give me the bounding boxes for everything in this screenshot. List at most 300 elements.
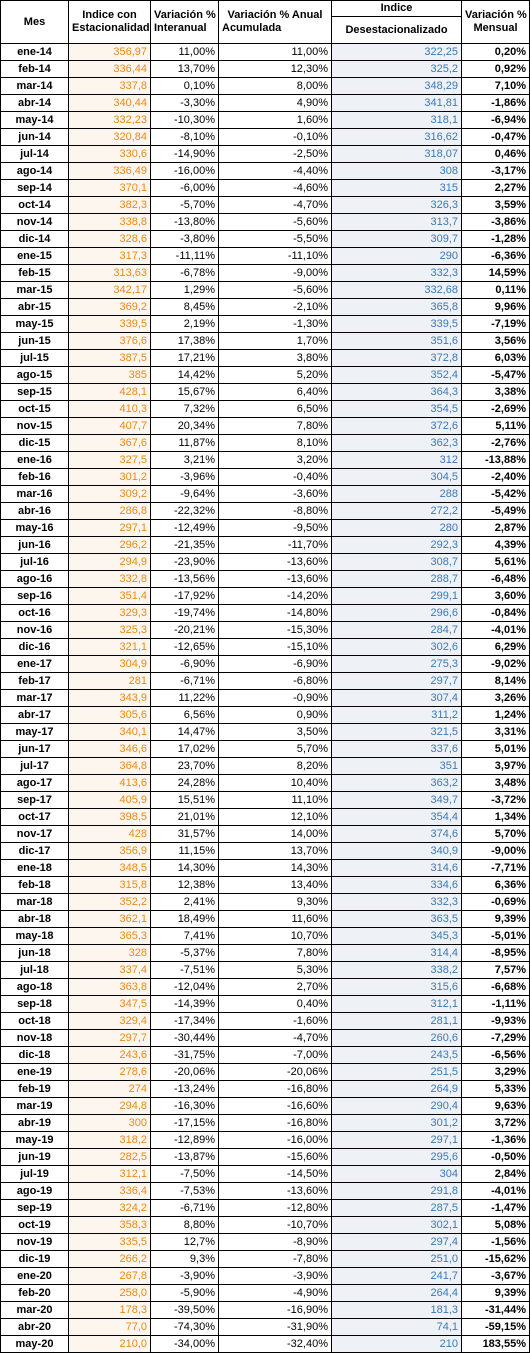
header-indice-con-line1: Indice con	[82, 9, 137, 21]
cell-indice-desestacionalizado: 280	[332, 520, 462, 537]
cell-var-anual-acumulada: 5,20%	[219, 367, 332, 384]
table-row	[1, 231, 530, 248]
cell-var-mensual: 9,39%	[462, 1285, 530, 1302]
cell-var-anual-acumulada: -7,80%	[219, 1251, 332, 1268]
cell-var-anual-acumulada: -0,90%	[219, 690, 332, 707]
cell-indice-estacionalidad: 337,8	[69, 78, 151, 95]
cell-indice-estacionalidad: 77,0	[69, 1319, 151, 1336]
cell-mes: ene-18	[1, 860, 69, 877]
cell-var-anual-acumulada: -3,90%	[219, 1268, 332, 1285]
cell-mes: jun-17	[1, 741, 69, 758]
cell-var-mensual: -13,88%	[462, 452, 530, 469]
table-row	[1, 1302, 530, 1319]
cell-var-anual-acumulada: -32,40%	[219, 1336, 332, 1353]
cell-var-interanual: -11,11%	[151, 248, 219, 265]
cell-indice-estacionalidad: 332,23	[69, 112, 151, 129]
cell-var-interanual: 8,80%	[151, 1217, 219, 1234]
table-row	[1, 775, 530, 792]
table-row	[1, 945, 530, 962]
cell-var-anual-acumulada: 3,80%	[219, 350, 332, 367]
cell-var-anual-acumulada: -8,90%	[219, 1234, 332, 1251]
cell-indice-estacionalidad: 413,6	[69, 775, 151, 792]
cell-var-mensual: 6,29%	[462, 639, 530, 656]
header-indice-top	[332, 1, 462, 17]
cell-var-anual-acumulada: 12,10%	[219, 809, 332, 826]
cell-indice-estacionalidad: 338,8	[69, 214, 151, 231]
table-row	[1, 1047, 530, 1064]
table-row	[1, 44, 530, 61]
cell-indice-estacionalidad: 297,7	[69, 1030, 151, 1047]
cell-var-anual-acumulada: -15,10%	[219, 639, 332, 656]
cell-indice-estacionalidad: 335,5	[69, 1234, 151, 1251]
cell-indice-desestacionalizado: 301,2	[332, 1115, 462, 1132]
cell-var-mensual: -2,40%	[462, 469, 530, 486]
cell-indice-desestacionalizado: 251,0	[332, 1251, 462, 1268]
cell-indice-estacionalidad: 210,0	[69, 1336, 151, 1353]
cell-var-mensual: -5,47%	[462, 367, 530, 384]
header-indice-desest-label: Desestacionalizado	[345, 23, 448, 36]
table-row	[1, 1098, 530, 1115]
table-row	[1, 979, 530, 996]
cell-mes: feb-16	[1, 469, 69, 486]
cell-var-interanual: -39,50%	[151, 1302, 219, 1319]
cell-indice-desestacionalizado: 313,7	[332, 214, 462, 231]
cell-var-interanual: 14,42%	[151, 367, 219, 384]
table-row	[1, 843, 530, 860]
table-row	[1, 741, 530, 758]
cell-var-interanual: -16,00%	[151, 163, 219, 180]
cell-indice-desestacionalizado: 354,5	[332, 401, 462, 418]
cell-var-mensual: -4,01%	[462, 622, 530, 639]
cell-var-mensual: 0,20%	[462, 44, 530, 61]
cell-mes: abr-20	[1, 1319, 69, 1336]
cell-var-anual-acumulada: 5,30%	[219, 962, 332, 979]
cell-var-mensual: -6,48%	[462, 571, 530, 588]
table-row	[1, 1115, 530, 1132]
cell-var-interanual: -10,30%	[151, 112, 219, 129]
cell-var-anual-acumulada: 10,70%	[219, 928, 332, 945]
cell-var-interanual: 24,28%	[151, 775, 219, 792]
cell-var-interanual: 2,41%	[151, 894, 219, 911]
table-row	[1, 639, 530, 656]
cell-mes: nov-16	[1, 622, 69, 639]
cell-var-interanual: 18,49%	[151, 911, 219, 928]
cell-var-anual-acumulada: 3,20%	[219, 452, 332, 469]
table-row	[1, 248, 530, 265]
cell-var-mensual: -9,93%	[462, 1013, 530, 1030]
cell-mes: nov-14	[1, 214, 69, 231]
cell-mes: sep-17	[1, 792, 69, 809]
cell-mes: ene-19	[1, 1064, 69, 1081]
cell-var-mensual: 0,92%	[462, 61, 530, 78]
table-row	[1, 826, 530, 843]
table-row	[1, 571, 530, 588]
cell-var-mensual: -1,28%	[462, 231, 530, 248]
cell-var-mensual: -0,69%	[462, 894, 530, 911]
table-row	[1, 214, 530, 231]
cell-indice-estacionalidad: 336,49	[69, 163, 151, 180]
cell-indice-estacionalidad: 352,2	[69, 894, 151, 911]
cell-var-anual-acumulada: -11,70%	[219, 537, 332, 554]
cell-mes: oct-19	[1, 1217, 69, 1234]
cell-indice-desestacionalizado: 318,07	[332, 146, 462, 163]
cell-var-interanual: 11,15%	[151, 843, 219, 860]
cell-indice-desestacionalizado: 352,4	[332, 367, 462, 384]
table-row	[1, 112, 530, 129]
cell-mes: mar-16	[1, 486, 69, 503]
cell-var-interanual: -21,35%	[151, 537, 219, 554]
cell-var-mensual: 3,72%	[462, 1115, 530, 1132]
cell-var-interanual: 14,47%	[151, 724, 219, 741]
table-row	[1, 469, 530, 486]
cell-indice-desestacionalizado: 260,6	[332, 1030, 462, 1047]
table-row	[1, 197, 530, 214]
cell-indice-desestacionalizado: 284,7	[332, 622, 462, 639]
header-var-anual-line2: Acumulada	[222, 22, 282, 34]
cell-var-interanual: 17,38%	[151, 333, 219, 350]
cell-var-interanual: -14,39%	[151, 996, 219, 1013]
cell-indice-desestacionalizado: 287,5	[332, 1200, 462, 1217]
cell-mes: dic-18	[1, 1047, 69, 1064]
table-row	[1, 1132, 530, 1149]
cell-mes: jun-18	[1, 945, 69, 962]
cell-indice-estacionalidad: 376,6	[69, 333, 151, 350]
cell-var-interanual: -6,00%	[151, 180, 219, 197]
cell-indice-desestacionalizado: 312,1	[332, 996, 462, 1013]
cell-indice-desestacionalizado: 318,1	[332, 112, 462, 129]
cell-mes: dic-14	[1, 231, 69, 248]
table-row	[1, 1166, 530, 1183]
cell-mes: mar-19	[1, 1098, 69, 1115]
cell-var-anual-acumulada: -11,10%	[219, 248, 332, 265]
cell-var-anual-acumulada: -7,00%	[219, 1047, 332, 1064]
cell-indice-estacionalidad: 312,1	[69, 1166, 151, 1183]
cell-var-mensual: 4,39%	[462, 537, 530, 554]
cell-var-mensual: -0,50%	[462, 1149, 530, 1166]
cell-indice-desestacionalizado: 374,6	[332, 826, 462, 843]
cell-var-anual-acumulada: 6,40%	[219, 384, 332, 401]
cell-var-mensual: -1,11%	[462, 996, 530, 1013]
cell-mes: ago-18	[1, 979, 69, 996]
cell-indice-desestacionalizado: 309,7	[332, 231, 462, 248]
cell-indice-estacionalidad: 267,8	[69, 1268, 151, 1285]
table-row	[1, 452, 530, 469]
cell-var-interanual: -12,65%	[151, 639, 219, 656]
cell-indice-desestacionalizado: 296,6	[332, 605, 462, 622]
header-indice-desest	[332, 17, 462, 44]
table-row	[1, 1285, 530, 1302]
cell-var-interanual: -16,30%	[151, 1098, 219, 1115]
cell-var-mensual: 2,27%	[462, 180, 530, 197]
cell-indice-estacionalidad: 313,63	[69, 265, 151, 282]
cell-var-mensual: -5,42%	[462, 486, 530, 503]
cell-indice-estacionalidad: 385	[69, 367, 151, 384]
cell-indice-estacionalidad: 363,8	[69, 979, 151, 996]
cell-var-interanual: -8,10%	[151, 129, 219, 146]
cell-var-anual-acumulada: -16,90%	[219, 1302, 332, 1319]
table-header	[1, 1, 530, 44]
cell-var-interanual: 12,38%	[151, 877, 219, 894]
table-row	[1, 758, 530, 775]
cell-indice-desestacionalizado: 365,8	[332, 299, 462, 316]
cell-var-mensual: -59,15%	[462, 1319, 530, 1336]
cell-indice-desestacionalizado: 299,1	[332, 588, 462, 605]
cell-indice-desestacionalizado: 340,9	[332, 843, 462, 860]
table-row	[1, 673, 530, 690]
cell-indice-estacionalidad: 274	[69, 1081, 151, 1098]
cell-mes: jul-14	[1, 146, 69, 163]
cell-mes: oct-18	[1, 1013, 69, 1030]
cell-var-mensual: 0,46%	[462, 146, 530, 163]
table-row	[1, 928, 530, 945]
cell-var-anual-acumulada: -14,50%	[219, 1166, 332, 1183]
cell-indice-estacionalidad: 258,0	[69, 1285, 151, 1302]
cell-indice-desestacionalizado: 181,3	[332, 1302, 462, 1319]
cell-mes: nov-15	[1, 418, 69, 435]
cell-indice-estacionalidad: 301,2	[69, 469, 151, 486]
cell-var-interanual: -13,24%	[151, 1081, 219, 1098]
table-row	[1, 537, 530, 554]
cell-var-anual-acumulada: -3,60%	[219, 486, 332, 503]
cell-indice-estacionalidad: 342,17	[69, 282, 151, 299]
header-var-interanual-line2: Interanual	[154, 22, 207, 34]
cell-var-anual-acumulada: 1,70%	[219, 333, 332, 350]
cell-var-anual-acumulada: 13,40%	[219, 877, 332, 894]
cell-var-mensual: -6,56%	[462, 1047, 530, 1064]
cell-var-mensual: -3,67%	[462, 1268, 530, 1285]
cell-indice-desestacionalizado: 264,4	[332, 1285, 462, 1302]
cell-indice-desestacionalizado: 354,4	[332, 809, 462, 826]
table-row	[1, 1013, 530, 1030]
cell-indice-estacionalidad: 309,2	[69, 486, 151, 503]
cell-indice-estacionalidad: 339,5	[69, 316, 151, 333]
cell-indice-estacionalidad: 328,6	[69, 231, 151, 248]
cell-indice-estacionalidad: 340,44	[69, 95, 151, 112]
cell-var-anual-acumulada: -9,50%	[219, 520, 332, 537]
cell-var-interanual: 21,01%	[151, 809, 219, 826]
cell-var-mensual: 9,39%	[462, 911, 530, 928]
cell-indice-desestacionalizado: 363,5	[332, 911, 462, 928]
table-row	[1, 554, 530, 571]
table-row	[1, 911, 530, 928]
cell-var-interanual: -31,75%	[151, 1047, 219, 1064]
cell-var-mensual: -9,00%	[462, 843, 530, 860]
cell-indice-desestacionalizado: 334,6	[332, 877, 462, 894]
cell-var-interanual: -34,00%	[151, 1336, 219, 1353]
cell-var-interanual: -5,70%	[151, 197, 219, 214]
cell-indice-desestacionalizado: 297,7	[332, 673, 462, 690]
cell-indice-estacionalidad: 356,97	[69, 44, 151, 61]
cell-var-anual-acumulada: -0,10%	[219, 129, 332, 146]
cell-var-interanual: 20,34%	[151, 418, 219, 435]
cell-indice-desestacionalizado: 74,1	[332, 1319, 462, 1336]
table-row	[1, 367, 530, 384]
cell-indice-estacionalidad: 351,4	[69, 588, 151, 605]
cell-var-interanual: 2,19%	[151, 316, 219, 333]
cell-mes: jul-16	[1, 554, 69, 571]
cell-indice-desestacionalizado: 311,2	[332, 707, 462, 724]
cell-var-mensual: -7,71%	[462, 860, 530, 877]
cell-indice-desestacionalizado: 290,4	[332, 1098, 462, 1115]
cell-var-mensual: 3,97%	[462, 758, 530, 775]
cell-var-mensual: 3,56%	[462, 333, 530, 350]
cell-var-mensual: 5,08%	[462, 1217, 530, 1234]
cell-var-interanual: -19,74%	[151, 605, 219, 622]
cell-indice-estacionalidad: 317,3	[69, 248, 151, 265]
cell-indice-desestacionalizado: 308	[332, 163, 462, 180]
cell-var-interanual: -6,90%	[151, 656, 219, 673]
cell-var-anual-acumulada: 9,30%	[219, 894, 332, 911]
cell-var-mensual: 3,60%	[462, 588, 530, 605]
table-row	[1, 316, 530, 333]
cell-mes: dic-15	[1, 435, 69, 452]
header-var-anual	[219, 1, 332, 44]
cell-indice-estacionalidad: 304,9	[69, 656, 151, 673]
cell-var-anual-acumulada: 12,30%	[219, 61, 332, 78]
cell-indice-desestacionalizado: 264,9	[332, 1081, 462, 1098]
cell-var-interanual: -12,89%	[151, 1132, 219, 1149]
cell-var-anual-acumulada: -31,90%	[219, 1319, 332, 1336]
cell-indice-desestacionalizado: 297,4	[332, 1234, 462, 1251]
cell-var-mensual: -1,47%	[462, 1200, 530, 1217]
cell-var-anual-acumulada: -5,50%	[219, 231, 332, 248]
cell-mes: abr-17	[1, 707, 69, 724]
cell-var-interanual: 12,7%	[151, 1234, 219, 1251]
cell-var-anual-acumulada: -16,80%	[219, 1115, 332, 1132]
table-row	[1, 656, 530, 673]
cell-indice-estacionalidad: 330,6	[69, 146, 151, 163]
table-row	[1, 1183, 530, 1200]
cell-var-anual-acumulada: -4,90%	[219, 1285, 332, 1302]
cell-indice-desestacionalizado: 363,2	[332, 775, 462, 792]
cell-var-anual-acumulada: -8,80%	[219, 503, 332, 520]
cell-mes: nov-19	[1, 1234, 69, 1251]
cell-var-interanual: -13,80%	[151, 214, 219, 231]
cell-var-interanual: 13,70%	[151, 61, 219, 78]
table-row	[1, 1064, 530, 1081]
header-var-mensual	[462, 1, 530, 44]
cell-mes: dic-16	[1, 639, 69, 656]
cell-indice-estacionalidad: 332,8	[69, 571, 151, 588]
cell-indice-desestacionalizado: 281,1	[332, 1013, 462, 1030]
header-var-mensual-line1: Variación %	[465, 9, 527, 21]
cell-indice-estacionalidad: 364,8	[69, 758, 151, 775]
cell-indice-desestacionalizado: 275,3	[332, 656, 462, 673]
cell-indice-estacionalidad: 369,2	[69, 299, 151, 316]
cell-var-interanual: 11,00%	[151, 44, 219, 61]
cell-mes: abr-15	[1, 299, 69, 316]
cell-var-anual-acumulada: 0,90%	[219, 707, 332, 724]
cell-indice-estacionalidad: 315,8	[69, 877, 151, 894]
cell-indice-estacionalidad: 382,3	[69, 197, 151, 214]
cell-var-mensual: 3,38%	[462, 384, 530, 401]
cell-indice-estacionalidad: 325,3	[69, 622, 151, 639]
cell-indice-estacionalidad: 305,6	[69, 707, 151, 724]
cell-mes: nov-18	[1, 1030, 69, 1047]
cell-indice-estacionalidad: 296,2	[69, 537, 151, 554]
cell-mes: abr-19	[1, 1115, 69, 1132]
cell-indice-estacionalidad: 428,1	[69, 384, 151, 401]
cell-indice-estacionalidad: 328	[69, 945, 151, 962]
cell-mes: may-15	[1, 316, 69, 333]
header-indice-con	[69, 1, 151, 44]
cell-var-interanual: -5,90%	[151, 1285, 219, 1302]
cell-mes: ene-16	[1, 452, 69, 469]
cell-indice-estacionalidad: 370,1	[69, 180, 151, 197]
cell-var-mensual: 0,11%	[462, 282, 530, 299]
cell-var-anual-acumulada: 14,30%	[219, 860, 332, 877]
cell-var-anual-acumulada: -12,80%	[219, 1200, 332, 1217]
cell-var-mensual: -2,76%	[462, 435, 530, 452]
cell-var-mensual: 14,59%	[462, 265, 530, 282]
cell-indice-desestacionalizado: 372,8	[332, 350, 462, 367]
cell-var-mensual: 9,63%	[462, 1098, 530, 1115]
cell-indice-desestacionalizado: 349,7	[332, 792, 462, 809]
cell-var-anual-acumulada: -1,30%	[219, 316, 332, 333]
cell-var-anual-acumulada: 1,60%	[219, 112, 332, 129]
table-row	[1, 690, 530, 707]
cell-var-mensual: -3,86%	[462, 214, 530, 231]
cell-var-anual-acumulada: 11,00%	[219, 44, 332, 61]
cell-var-anual-acumulada: -13,60%	[219, 554, 332, 571]
cell-indice-desestacionalizado: 339,5	[332, 316, 462, 333]
cell-indice-desestacionalizado: 288	[332, 486, 462, 503]
cell-mes: mar-20	[1, 1302, 69, 1319]
cell-var-interanual: 6,56%	[151, 707, 219, 724]
cell-indice-desestacionalizado: 292,3	[332, 537, 462, 554]
cell-var-interanual: -6,78%	[151, 265, 219, 282]
cell-var-mensual: -1,36%	[462, 1132, 530, 1149]
cell-indice-desestacionalizado: 315	[332, 180, 462, 197]
cell-var-mensual: -0,47%	[462, 129, 530, 146]
cell-indice-estacionalidad: 320,84	[69, 129, 151, 146]
cell-var-mensual: -5,49%	[462, 503, 530, 520]
cell-var-mensual: 3,59%	[462, 197, 530, 214]
cell-var-interanual: 31,57%	[151, 826, 219, 843]
cell-var-interanual: -7,51%	[151, 962, 219, 979]
cell-mes: may-19	[1, 1132, 69, 1149]
cell-var-interanual: -17,34%	[151, 1013, 219, 1030]
cell-var-anual-acumulada: -16,60%	[219, 1098, 332, 1115]
table-row	[1, 1234, 530, 1251]
table-row	[1, 1251, 530, 1268]
cell-indice-estacionalidad: 329,3	[69, 605, 151, 622]
cell-var-anual-acumulada: 2,70%	[219, 979, 332, 996]
cell-var-anual-acumulada: 10,40%	[219, 775, 332, 792]
cell-var-interanual: -3,90%	[151, 1268, 219, 1285]
cell-indice-estacionalidad: 300	[69, 1115, 151, 1132]
table-row	[1, 384, 530, 401]
cell-indice-desestacionalizado: 297,1	[332, 1132, 462, 1149]
cell-mes: jun-16	[1, 537, 69, 554]
cell-mes: ago-17	[1, 775, 69, 792]
header-var-anual-line1: Variación % Anual	[227, 9, 323, 21]
cell-mes: jun-19	[1, 1149, 69, 1166]
cell-var-interanual: 7,32%	[151, 401, 219, 418]
cell-mes: oct-15	[1, 401, 69, 418]
cell-var-mensual: -7,19%	[462, 316, 530, 333]
cell-indice-estacionalidad: 286,8	[69, 503, 151, 520]
header-var-mensual-line2: Mensual	[473, 22, 518, 34]
cell-mes: ene-15	[1, 248, 69, 265]
cell-var-interanual: 9,3%	[151, 1251, 219, 1268]
table-row	[1, 1149, 530, 1166]
cell-indice-desestacionalizado: 272,2	[332, 503, 462, 520]
cell-indice-estacionalidad: 297,1	[69, 520, 151, 537]
cell-indice-estacionalidad: 398,5	[69, 809, 151, 826]
cell-indice-estacionalidad: 336,4	[69, 1183, 151, 1200]
cell-indice-desestacionalizado: 351	[332, 758, 462, 775]
